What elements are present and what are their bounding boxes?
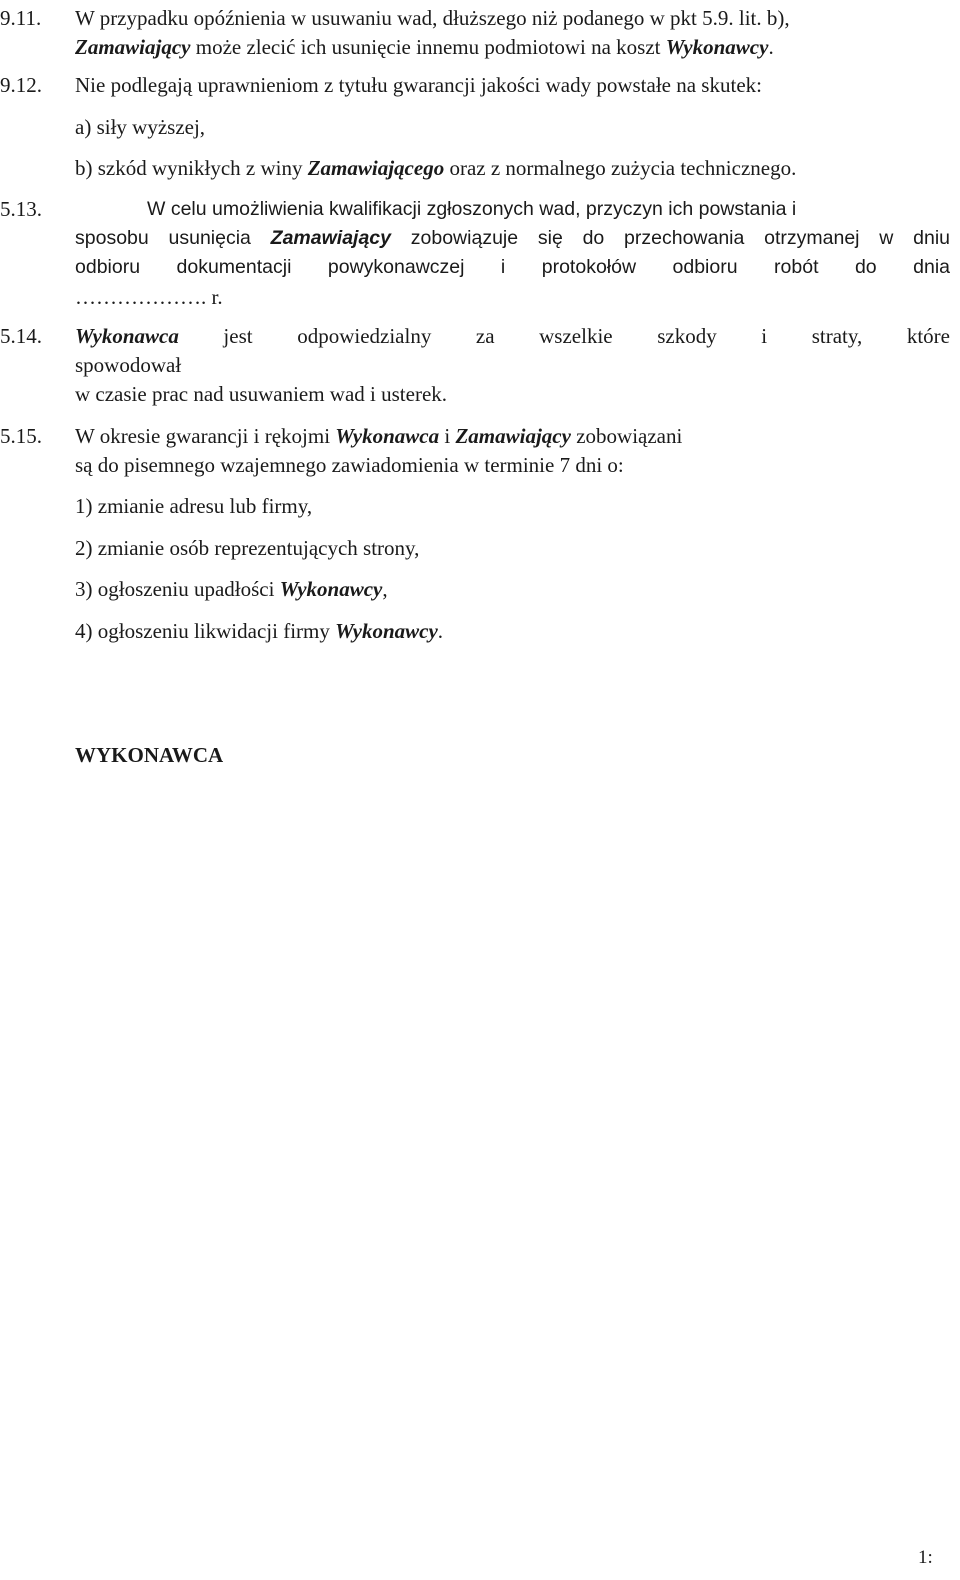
text-run: . (437, 619, 444, 643)
text-run: . (768, 35, 774, 59)
party-name: Wykonawcy (665, 35, 769, 59)
list-item: 2) zmianie osób reprezentujących strony, (75, 536, 420, 560)
paragraph-line: odbioru dokumentacji powykonawczej i protokołów odbioru robót do dnia (75, 256, 950, 278)
party-name: Wykonawcy (335, 619, 438, 643)
page-number: 1: (918, 1547, 933, 1568)
text-run: jest odpowiedzialny za wszelkie szkody i straty, które (178, 324, 950, 348)
party-name: Zamawiający (270, 227, 391, 249)
text-run: W okresie gwarancji i rękojmi (75, 424, 336, 448)
party-name: Zamawiający (75, 35, 191, 59)
paragraph-line: W celu umożliwienia kwalifikacji zgłoszonych wad, przyczyn ich powstania i (147, 198, 797, 220)
paragraph-line: spowodował (75, 353, 182, 377)
paragraph-line: W przypadku opóźnienia w usuwaniu wad, dłuższego niż podanego w pkt 5.9. lit. b), (75, 6, 790, 30)
text-run: zobowiązuje się do przechowania otrzymanej w dniu (391, 227, 951, 249)
paragraph-line (75, 34, 774, 60)
text-run: 3) ogłoszeniu upadłości (75, 577, 280, 601)
section-number: 9.12. (0, 73, 42, 97)
section-number: 5.14. (0, 324, 42, 348)
section-number: 5.13. (0, 197, 42, 221)
text-run: oraz z normalnego zużycia technicznego. (444, 156, 797, 180)
party-name: Zamawiającego (307, 156, 445, 180)
party-name: Wykonawca (335, 424, 440, 448)
section-number: 9.11. (0, 6, 42, 30)
paragraph-line (75, 225, 950, 251)
list-item: 1) zmianie adresu lub firmy, (75, 494, 313, 518)
text-run: może zlecić ich usunięcie innemu podmiotowi na koszt (190, 35, 666, 59)
list-item (75, 155, 796, 181)
date-placeholder: ………………. r. (75, 285, 223, 309)
signature-heading: WYKONAWCA (75, 743, 224, 767)
text-run: sposobu usunięcia (75, 227, 271, 249)
text-run: , (382, 577, 388, 601)
paragraph-line (75, 323, 950, 349)
text-run: 4) ogłoszeniu likwidacji firmy (75, 619, 336, 643)
party-name: Wykonawcy (279, 577, 383, 601)
list-item (75, 618, 443, 644)
list-item (75, 576, 388, 602)
list-item: a) siły wyższej, (75, 115, 206, 139)
party-name: Wykonawca (75, 324, 179, 348)
section-number: 5.15. (0, 424, 42, 448)
paragraph-line: w czasie prac nad usuwaniem wad i usterek. (75, 382, 448, 406)
text-run: i (439, 424, 456, 448)
text-run: zobowiązani (570, 424, 683, 448)
party-name: Zamawiający (455, 424, 571, 448)
paragraph-line (75, 423, 682, 449)
paragraph-line: są do pisemnego wzajemnego zawiadomienia w terminie 7 dni o: (75, 453, 624, 477)
text-run: b) szkód wynikłych z winy (75, 156, 308, 180)
paragraph-line: Nie podlegają uprawnieniom z tytułu gwarancji jakości wady powstałe na skutek: (75, 73, 762, 97)
